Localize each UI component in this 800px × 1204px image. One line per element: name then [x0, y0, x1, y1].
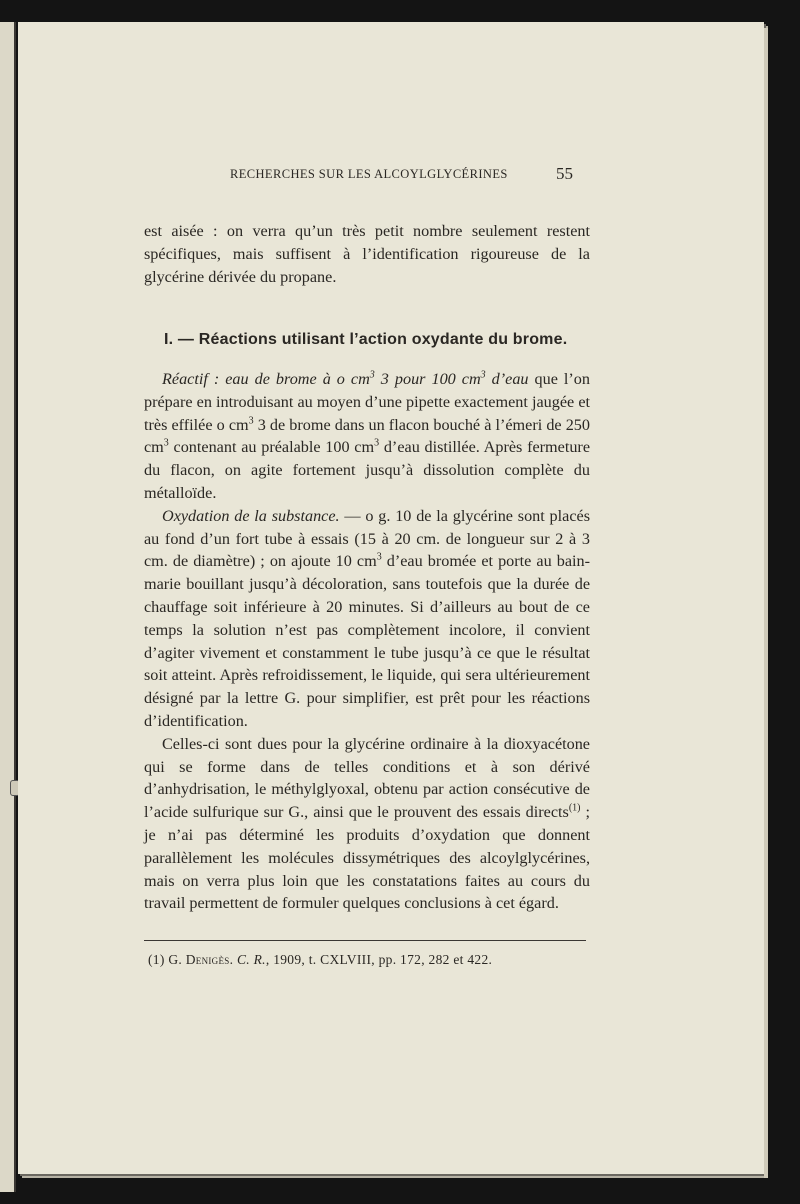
book-page	[18, 22, 764, 1174]
running-title: RECHERCHES SUR LES ALCOYLGLYCÉRINES	[230, 167, 508, 181]
facing-page-edge	[0, 22, 16, 1192]
intro-paragraph: est aisée : on verra qu’un très petit nombre seulement restent spécifiques, mais suffisent à l’identification rigoureuse de la glycérine dérivée du propane.	[144, 222, 590, 286]
paragraph-reactions: Celles-ci sont dues pour la glycérine ordinaire à la dioxyacétone qui se forme dans de telles conditions et à son dérivé d’anhydrisation, le méthylglyoxal, obtenu par action consécutive de l’acide sulfurique sur G., ainsi que le prouvent des essais directs$^{(1)}$ ; je n’ai pas déterminé les produits d’oxydation que donnent parallèlement les molécules dissymétriques des alcoylglycérines, mais on verra plus loin que les constatations faites au cours du travail permettent de formuler quelques conclusions à cet égard.	[144, 734, 590, 913]
footnote-author: G. Denigès.	[168, 952, 234, 967]
footnote-journal: C. R.	[236, 952, 266, 967]
running-head	[18, 164, 764, 184]
footnote-reference[interactable]: (1)	[568, 802, 581, 814]
paragraph-reagent: Réactif : eau de brome à o $cm^3$ 3 pour 100 $cm^3$ d’eau que l’on prépare en introduisant au moyen d’une pipette exactement jaugée et très effilée o $cm^3$ 3 de brome dans un flacon bouché à l’émeri de 250 $cm^3$ contenant au préalable 100 $cm^3$ d’eau distillée. Après fermeture du flacon, on agite fortement jusqu’à dissolution complète du métalloïde.	[144, 369, 590, 502]
footnote-marker: (1)	[148, 952, 165, 967]
paragraph-oxidation: Oxydation de la substance. — o g. 10 de la glycérine sont placés au fond d’un fort tube à essais (15 à 20 cm. de longueur sur 2 à 3 cm. de diamètre) ; on ajoute 10 $cm^3$ d’eau bromée et porte au bain-marie bouillant jusqu’à décoloration, sans toutefois que la durée de chauffage soit inférieure à 20 minutes. Si d’ailleurs au bout de ce temps la solution n’est pas complètement incolore, il convient d’agiter vivement et constamment le tube jusqu’à ce que le résultat soit atteint. Après refroidissement, le liquide, qui sera ultérieurement désigné par la lettre G. pour simplifier, est prêt pour les réactions d’identification.	[144, 506, 590, 730]
footnote-citation: , 1909, t. CXLVIII, pp. 172, 282 et 422.	[265, 952, 493, 967]
page-stack-edge	[764, 28, 768, 1178]
oxidation-label: Oxydation de la substance.	[162, 506, 340, 525]
page-number: 55	[556, 164, 573, 183]
reagent-label: Réactif : eau de brome à o $cm^3$ 3 pour 100 $cm^3$ d’eau	[162, 369, 529, 388]
section-body	[144, 368, 590, 915]
footnote	[148, 952, 588, 968]
intro-block	[144, 220, 590, 288]
section-heading: I. — Réactions utilisant l’action oxydante du brome.	[164, 331, 568, 348]
footnote-rule	[144, 940, 586, 941]
